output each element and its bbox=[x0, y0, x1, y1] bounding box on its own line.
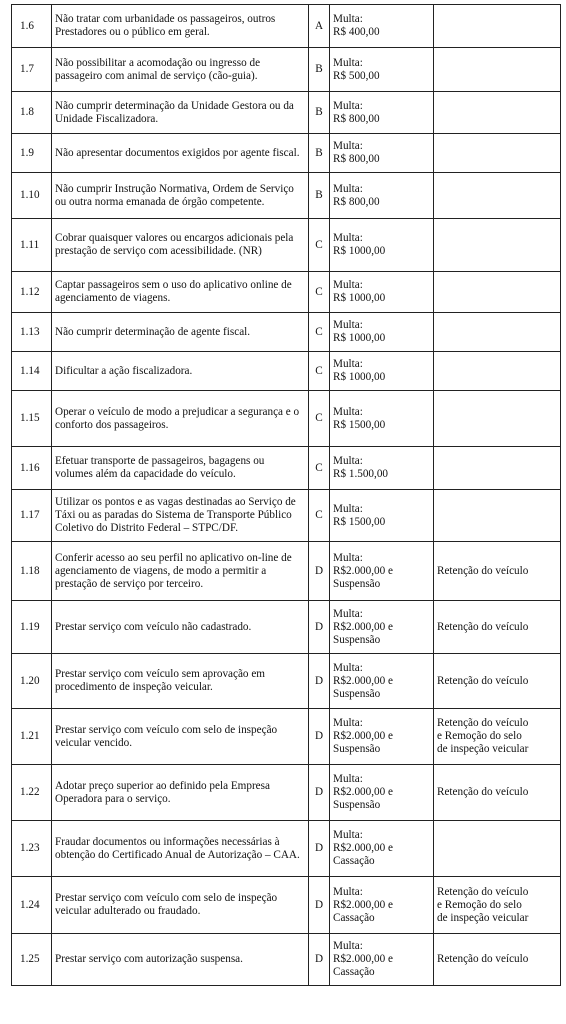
administrative-measure-line: Retenção do veículo bbox=[437, 786, 529, 798]
penalty-line: R$2.000,00 e bbox=[333, 564, 393, 577]
penalty-line: R$2.000,00 e bbox=[333, 620, 393, 633]
infraction-description: Operar o veículo de modo a prejudicar a segurança e o conforto dos passageiros. bbox=[52, 391, 309, 447]
item-number: 1.15 bbox=[12, 391, 52, 447]
infraction-description: Cobrar quaisquer valores ou encargos adicionais pela prestação de serviço com acessibilidade. (NR) bbox=[52, 219, 309, 272]
infraction-class: D bbox=[309, 934, 330, 986]
penalty-cell bbox=[330, 654, 434, 709]
administrative-measure-cell bbox=[434, 877, 561, 934]
penalty-line: Multa: bbox=[333, 829, 363, 841]
penalty-line: Multa: bbox=[333, 661, 363, 674]
administrative-measure-cell bbox=[434, 821, 561, 877]
infraction-description: Prestar serviço com veículo com selo de inspeção veicular adulterado ou fraudado. bbox=[52, 877, 309, 934]
penalty-cell bbox=[330, 709, 434, 765]
infraction-class: B bbox=[309, 173, 330, 219]
penalty-line: R$ 1000,00 bbox=[333, 292, 386, 304]
penalty-line: R$ 1000,00 bbox=[333, 332, 386, 344]
administrative-measure-cell bbox=[434, 134, 561, 173]
penalty-line: R$ 1500,00 bbox=[333, 418, 386, 431]
penalty-line: R$2.000,00 e bbox=[333, 898, 393, 911]
penalty-cell bbox=[330, 391, 434, 447]
infraction-description: Adotar preço superior ao definido pela Empresa Operadora para o serviço. bbox=[52, 765, 309, 821]
penalty-line: R$ 500,00 bbox=[333, 69, 380, 82]
infractions-table bbox=[11, 4, 561, 986]
item-number: 1.7 bbox=[12, 48, 52, 92]
table-row bbox=[12, 490, 561, 542]
item-number: 1.11 bbox=[12, 219, 52, 272]
penalty-line: Cassação bbox=[333, 855, 375, 867]
penalty-line: R$ 800,00 bbox=[333, 153, 380, 165]
administrative-measure-line: Retenção do veículo bbox=[437, 620, 529, 633]
item-number: 1.12 bbox=[12, 272, 52, 313]
table-row bbox=[12, 447, 561, 490]
infraction-description: Não cumprir Instrução Normativa, Ordem de Serviço ou outra norma emanada de órgão competente. bbox=[52, 173, 309, 219]
item-number: 1.13 bbox=[12, 313, 52, 352]
administrative-measure-cell bbox=[434, 490, 561, 542]
infraction-class: C bbox=[309, 313, 330, 352]
penalty-line: Suspensão bbox=[333, 633, 381, 646]
infraction-class: D bbox=[309, 709, 330, 765]
penalty-line: Suspensão bbox=[333, 743, 381, 755]
item-number: 1.20 bbox=[12, 654, 52, 709]
infraction-class: C bbox=[309, 352, 330, 391]
item-number: 1.21 bbox=[12, 709, 52, 765]
administrative-measure-cell bbox=[434, 352, 561, 391]
penalty-cell bbox=[330, 134, 434, 173]
penalty-line: Suspensão bbox=[333, 799, 381, 811]
penalty-line: Multa: bbox=[333, 232, 363, 244]
infraction-class: C bbox=[309, 490, 330, 542]
penalty-line: Multa: bbox=[333, 358, 363, 370]
penalty-cell bbox=[330, 92, 434, 134]
penalty-line: Cassação bbox=[333, 966, 375, 978]
table-row bbox=[12, 391, 561, 447]
administrative-measure-line: de inspeção veicular bbox=[437, 743, 529, 755]
infraction-description: Não tratar com urbanidade os passageiros, outros Prestadores ou o público em geral. bbox=[52, 5, 309, 48]
item-number: 1.6 bbox=[12, 5, 52, 48]
penalty-line: R$ 800,00 bbox=[333, 195, 380, 208]
penalty-line: Multa: bbox=[333, 182, 363, 195]
penalty-cell bbox=[330, 821, 434, 877]
penalty-cell bbox=[330, 5, 434, 48]
table-row bbox=[12, 5, 561, 48]
item-number: 1.9 bbox=[12, 134, 52, 173]
administrative-measure-cell bbox=[434, 447, 561, 490]
penalty-cell bbox=[330, 934, 434, 986]
item-number: 1.25 bbox=[12, 934, 52, 986]
infraction-description: Utilizar os pontos e as vagas destinadas ao Serviço de Táxi ou as paradas do Sistema de Transporte Público Coletivo do Distrito Federal – STPC/DF. bbox=[52, 490, 309, 542]
administrative-measure-cell bbox=[434, 765, 561, 821]
penalty-line: R$ 800,00 bbox=[333, 112, 380, 125]
table-row bbox=[12, 877, 561, 934]
administrative-measure-cell bbox=[434, 654, 561, 709]
table-row bbox=[12, 352, 561, 391]
table-row bbox=[12, 821, 561, 877]
infraction-description: Prestar serviço com veículo sem aprovação em procedimento de inspeção veicular. bbox=[52, 654, 309, 709]
penalty-line: R$2.000,00 e bbox=[333, 674, 393, 687]
administrative-measure-cell bbox=[434, 48, 561, 92]
administrative-measure-line: Retenção do veículo bbox=[437, 564, 529, 577]
administrative-measure-cell bbox=[434, 391, 561, 447]
administrative-measure-cell bbox=[434, 601, 561, 654]
administrative-measure-line: de inspeção veicular bbox=[437, 911, 529, 924]
item-number: 1.14 bbox=[12, 352, 52, 391]
penalty-line: Suspensão bbox=[333, 687, 381, 700]
penalty-line: R$ 1.500,00 bbox=[333, 468, 389, 480]
penalty-line: Multa: bbox=[333, 551, 363, 564]
administrative-measure-line: Retenção do veículo bbox=[437, 717, 529, 729]
penalty-cell bbox=[330, 765, 434, 821]
table-row bbox=[12, 709, 561, 765]
infraction-class: C bbox=[309, 272, 330, 313]
penalty-line: Multa: bbox=[333, 99, 363, 112]
administrative-measure-cell bbox=[434, 709, 561, 765]
infraction-class: B bbox=[309, 48, 330, 92]
penalty-cell bbox=[330, 173, 434, 219]
administrative-measure-cell bbox=[434, 272, 561, 313]
item-number: 1.17 bbox=[12, 490, 52, 542]
table-row bbox=[12, 92, 561, 134]
penalty-line: Multa: bbox=[333, 279, 363, 291]
infraction-description: Não cumprir determinação da Unidade Gestora ou da Unidade Fiscalizadora. bbox=[52, 92, 309, 134]
penalty-line: R$ 400,00 bbox=[333, 26, 380, 38]
item-number: 1.22 bbox=[12, 765, 52, 821]
administrative-measure-cell bbox=[434, 542, 561, 601]
item-number: 1.10 bbox=[12, 173, 52, 219]
infraction-description: Dificultar a ação fiscalizadora. bbox=[52, 352, 309, 391]
table-row bbox=[12, 601, 561, 654]
penalty-line: R$2.000,00 e bbox=[333, 953, 393, 965]
infraction-class: D bbox=[309, 654, 330, 709]
infraction-class: A bbox=[309, 5, 330, 48]
table-row bbox=[12, 48, 561, 92]
penalty-line: R$2.000,00 e bbox=[333, 786, 393, 798]
table-row bbox=[12, 173, 561, 219]
penalty-cell bbox=[330, 601, 434, 654]
table-row bbox=[12, 542, 561, 601]
penalty-line: Multa: bbox=[333, 140, 363, 152]
infraction-description: Captar passageiros sem o uso do aplicativo online de agenciamento de viagens. bbox=[52, 272, 309, 313]
administrative-measure-line: Retenção do veículo bbox=[437, 953, 529, 965]
penalty-line: R$2.000,00 e bbox=[333, 730, 393, 742]
penalty-line: Multa: bbox=[333, 717, 363, 729]
table-row bbox=[12, 134, 561, 173]
administrative-measure-cell bbox=[434, 219, 561, 272]
administrative-measure-line: e Remoção do selo bbox=[437, 898, 522, 911]
infraction-description: Conferir acesso ao seu perfil no aplicativo on-line de agenciamento de viagens, de modo a permitir a prestação de serviço por terceiro. bbox=[52, 542, 309, 601]
penalty-cell bbox=[330, 313, 434, 352]
table-row bbox=[12, 313, 561, 352]
penalty-line: R$ 1000,00 bbox=[333, 245, 386, 257]
penalty-line: Multa: bbox=[333, 56, 363, 69]
item-number: 1.8 bbox=[12, 92, 52, 134]
table-row bbox=[12, 272, 561, 313]
penalty-line: Multa: bbox=[333, 13, 363, 25]
infraction-class: B bbox=[309, 134, 330, 173]
item-number: 1.19 bbox=[12, 601, 52, 654]
penalty-cell bbox=[330, 542, 434, 601]
infraction-description: Não apresentar documentos exigidos por agente fiscal. bbox=[52, 134, 309, 173]
penalty-line: Multa: bbox=[333, 319, 363, 331]
penalty-line: Multa: bbox=[333, 502, 363, 515]
item-number: 1.18 bbox=[12, 542, 52, 601]
infraction-class: D bbox=[309, 542, 330, 601]
infraction-class: D bbox=[309, 877, 330, 934]
infraction-description: Não possibilitar a acomodação ou ingresso de passageiro com animal de serviço (cão-guia). bbox=[52, 48, 309, 92]
administrative-measure-cell bbox=[434, 92, 561, 134]
infraction-description: Prestar serviço com veículo não cadastrado. bbox=[52, 601, 309, 654]
administrative-measure-cell bbox=[434, 934, 561, 986]
administrative-measure-line: Retenção do veículo bbox=[437, 885, 529, 898]
table-row bbox=[12, 934, 561, 986]
infraction-description: Não cumprir determinação de agente fiscal. bbox=[52, 313, 309, 352]
administrative-measure-line: Retenção do veículo bbox=[437, 674, 529, 687]
infraction-class: D bbox=[309, 601, 330, 654]
infraction-class: C bbox=[309, 447, 330, 490]
penalty-line: Multa: bbox=[333, 773, 363, 785]
penalty-cell bbox=[330, 219, 434, 272]
administrative-measure-cell bbox=[434, 173, 561, 219]
infraction-class: C bbox=[309, 391, 330, 447]
item-number: 1.24 bbox=[12, 877, 52, 934]
penalty-line: R$2.000,00 e bbox=[333, 842, 393, 854]
infractions-table-wrapper bbox=[11, 4, 560, 986]
infraction-description: Fraudar documentos ou informações necessárias à obtenção do Certificado Anual de Autorização – CAA. bbox=[52, 821, 309, 877]
penalty-cell bbox=[330, 272, 434, 313]
administrative-measure-cell bbox=[434, 5, 561, 48]
administrative-measure-line: e Remoção do selo bbox=[437, 730, 522, 742]
penalty-line: Multa: bbox=[333, 940, 363, 952]
item-number: 1.23 bbox=[12, 821, 52, 877]
penalty-cell bbox=[330, 447, 434, 490]
infraction-description: Prestar serviço com autorização suspensa. bbox=[52, 934, 309, 986]
infractions-table-body bbox=[12, 5, 561, 986]
infraction-description: Efetuar transporte de passageiros, bagagens ou volumes além da capacidade do veículo. bbox=[52, 447, 309, 490]
infraction-class: B bbox=[309, 92, 330, 134]
table-row bbox=[12, 765, 561, 821]
administrative-measure-cell bbox=[434, 313, 561, 352]
infraction-class: D bbox=[309, 821, 330, 877]
penalty-line: Suspensão bbox=[333, 577, 381, 590]
penalty-cell bbox=[330, 490, 434, 542]
penalty-line: R$ 1500,00 bbox=[333, 515, 386, 528]
penalty-line: Multa: bbox=[333, 885, 363, 898]
penalty-line: Cassação bbox=[333, 911, 375, 924]
table-row bbox=[12, 654, 561, 709]
penalty-cell bbox=[330, 352, 434, 391]
infraction-description: Prestar serviço com veículo com selo de inspeção veicular vencido. bbox=[52, 709, 309, 765]
penalty-line: Multa: bbox=[333, 607, 363, 620]
penalty-cell bbox=[330, 877, 434, 934]
infraction-class: D bbox=[309, 765, 330, 821]
penalty-line: Multa: bbox=[333, 455, 363, 467]
penalty-cell bbox=[330, 48, 434, 92]
infraction-class: C bbox=[309, 219, 330, 272]
table-row bbox=[12, 219, 561, 272]
item-number: 1.16 bbox=[12, 447, 52, 490]
penalty-line: Multa: bbox=[333, 405, 363, 418]
penalty-line: R$ 1000,00 bbox=[333, 371, 386, 383]
